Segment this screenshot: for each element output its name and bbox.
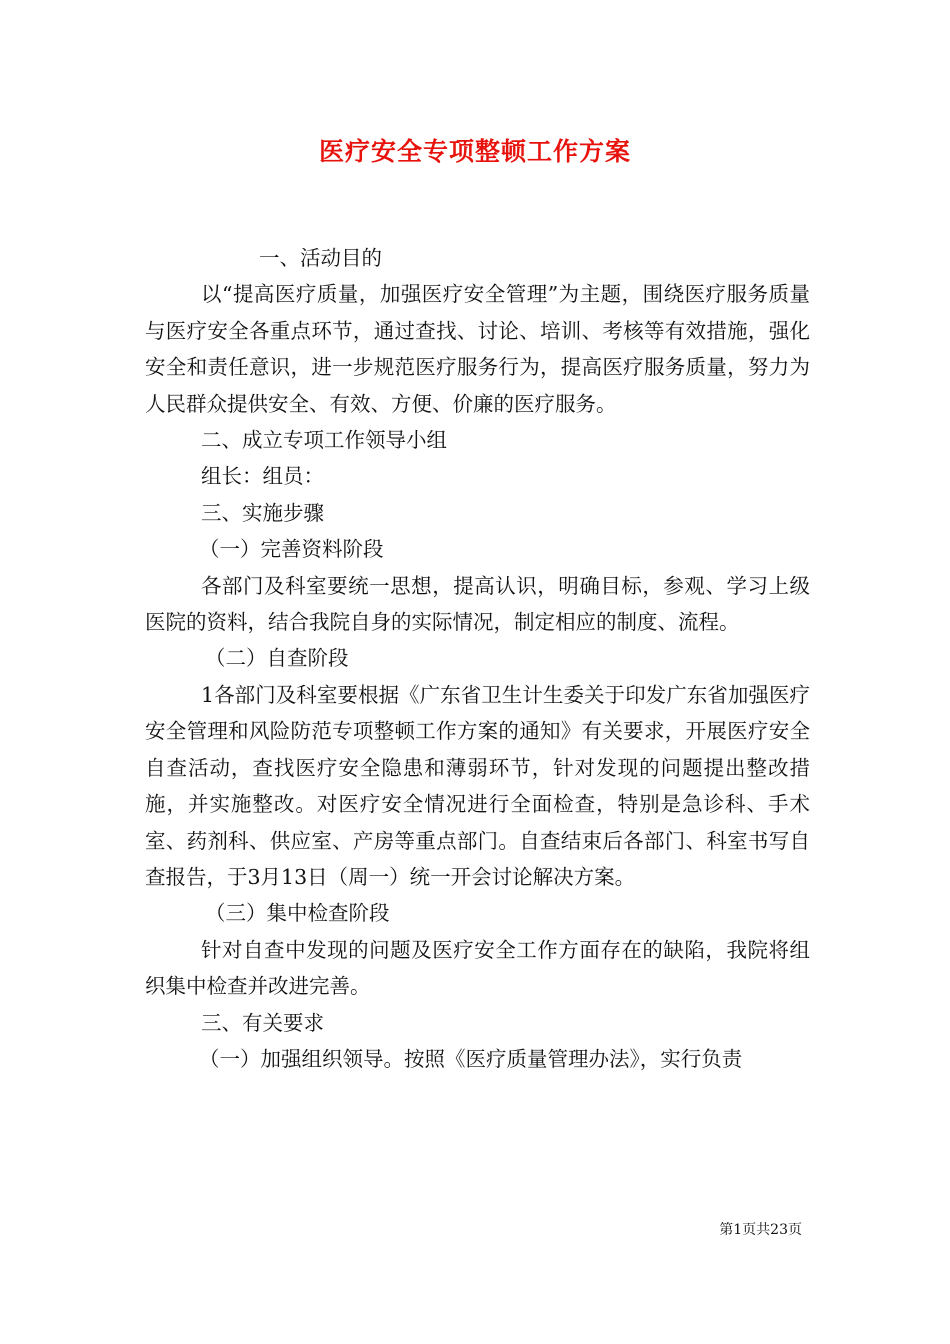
- paragraph-requirements-1: （一）加强组织领导。按照《医疗质量管理办法》，实行负责: [199, 1046, 743, 1071]
- document-body: [145, 240, 810, 1077]
- paragraph-materials-stage: 各部门及科室要统一思想，提高认识，明确目标，参观、学习上级医院的资料，结合我院自身的实际情况，制定相应的制度、流程。: [145, 573, 810, 635]
- paragraph-self-inspection-stage: 1各部门及科室要根据《广东省卫生计生委关于印发广东省加强医疗安全管理和风险防范专项整顿工作方案的通知》有关要求，开展医疗安全自查活动，查找医疗安全隐患和薄弱环节，针对发现的问题提出整改措施，并实施整改。对医疗安全情况进行全面检查，特别是急诊科、手术室、药剂科、供应室、产房等重点部门。自查结束后各部门、科室书写自查报告，于3月13日（周一）统一开会讨论解决方案。: [145, 682, 810, 889]
- heading-implementation-steps: 三、实施步骤: [201, 500, 324, 525]
- paragraph-activity-purpose: 以“提高医疗质量，加强医疗安全管理”为主题，围绕医疗服务质量与医疗安全各重点环节，通过查找、讨论、培训、考核等有效措施，强化安全和责任意识，进一步规范医疗服务行为，提高医疗服务质量，努力为人民群众提供安全、有效、方便、价廉的医疗服务。: [145, 282, 810, 416]
- subheading-materials-stage: （一）完善资料阶段: [199, 537, 384, 562]
- heading-requirements: 三、有关要求: [201, 1010, 324, 1035]
- document-title: 医疗安全专项整顿工作方案: [318, 137, 631, 166]
- subheading-self-inspection-stage: （二）自查阶段: [205, 646, 349, 671]
- subheading-central-inspection-stage: （三）集中检查阶段: [205, 901, 390, 926]
- heading-leadership-group: 二、成立专项工作领导小组: [201, 428, 447, 453]
- page-number-footer: 第1页共23页: [719, 1222, 802, 1238]
- heading-activity-purpose: 一、活动目的: [259, 246, 382, 270]
- paragraph-group-members: 组长：组员：: [201, 464, 324, 489]
- paragraph-central-inspection-stage: 针对自查中发现的问题及医疗安全工作方面存在的缺陷，我院将组织集中检查并改进完善。: [145, 937, 810, 999]
